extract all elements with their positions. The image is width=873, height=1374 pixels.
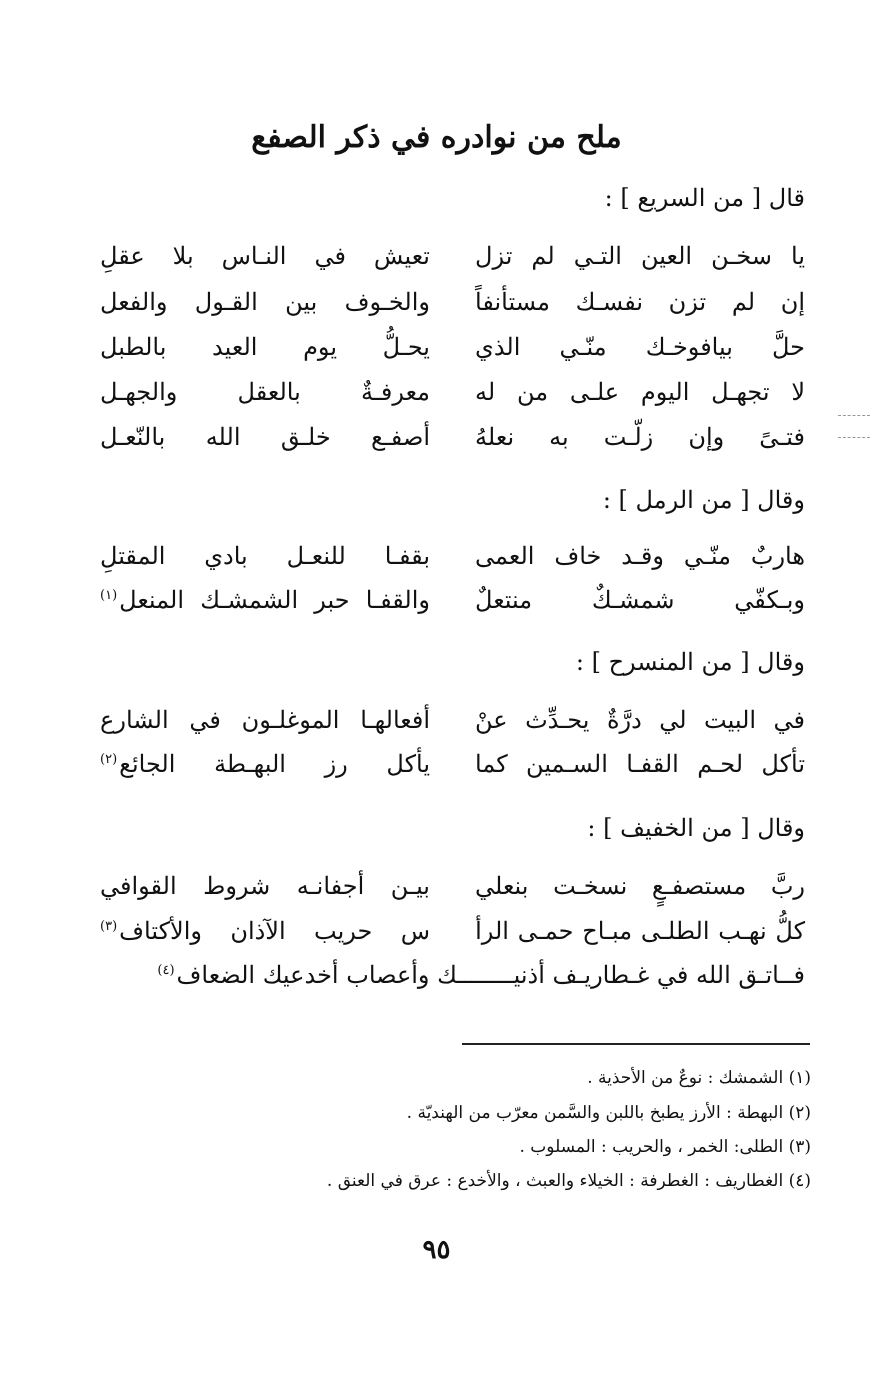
- second-hemistich: معرفـةٌ بالعقل والجهـل: [100, 378, 430, 406]
- verse-line: [100, 378, 805, 418]
- verse-line: [100, 750, 805, 790]
- first-hemistich: ربَّ مستصفـعٍ نسخـت بنعلي: [475, 872, 805, 900]
- first-hemistich: كلُّ نهـب الطلـى مبـاح حمـى الرأ: [475, 917, 805, 945]
- second-hemistich: أفعالهـا الموغلـون في الشارع: [100, 706, 430, 734]
- footnote-marker: (٢): [100, 752, 118, 767]
- footnote-marker: (٤): [157, 963, 175, 978]
- second-hemistich: س حريب الآذان والأكتاف$^{(٣)}$: [100, 917, 430, 945]
- second-hemistich: يحـلُّ يوم العيد بالطبل: [100, 333, 430, 361]
- section-intro: وقال [ من الخفيف ] :: [587, 814, 805, 842]
- footnote-marker: (٣): [100, 919, 118, 934]
- margin-mark: [838, 437, 870, 438]
- verse-line: [100, 917, 805, 957]
- section-intro: وقال [ من الرمل ] :: [602, 486, 805, 514]
- footnote-separator: [462, 1043, 810, 1045]
- footnote: (٢) البهطة : الأرز يطبخ باللبن والسَّمن معرّب من الهنديّة .: [406, 1103, 811, 1123]
- verse-line: [100, 288, 805, 328]
- second-hemistich: بقفـا للنعـل بادي المقتلِ: [100, 542, 430, 570]
- first-hemistich: تأكل لحـم القفـا السـمين كما: [475, 750, 805, 778]
- margin-mark: [838, 415, 870, 416]
- second-hemistich: يأكل رز البهـطة الجائع$^{(٢)}$: [100, 750, 430, 778]
- footnote: (٤) الغطاريف : الغطرفة : الخيلاء والعبث ، والأخدع : عرق في العنق .: [326, 1171, 811, 1191]
- first-hemistich: يا سخـن العين التـي لم تزل: [475, 242, 805, 270]
- verse-line: [100, 961, 805, 1001]
- first-hemistich: لا تجهـل اليوم علـى من له: [475, 378, 805, 406]
- first-hemistich: فتـىً وإن زلّـت به نعلهُ: [475, 423, 805, 451]
- footnote-marker: (١): [100, 588, 118, 603]
- verse-line: [100, 542, 805, 582]
- verse-line: [100, 706, 805, 746]
- section-intro: وقال [ من المنسرح ] :: [575, 648, 805, 676]
- second-hemistich: والقفـا حبر الشمشـك المنعل$^{(١)}$: [100, 586, 430, 614]
- first-hemistich: إن لم تزن نفسـك مستأنفاً: [475, 288, 805, 316]
- verse-line: [100, 423, 805, 463]
- continuous-verse: فــاتـق الله في غـطاريـف أذنيــــــــك وأعصاب أخدعيك الضعاف$^{(٤)}$: [157, 961, 805, 989]
- footnote: (٣) الطلى: الخمر ، والحريب : المسلوب .: [519, 1137, 811, 1157]
- verse-line: [100, 242, 805, 282]
- second-hemistich: أصفـع خلـق الله بالنّعـل: [100, 423, 430, 451]
- page-number: ٩٥: [422, 1235, 451, 1265]
- second-hemistich: والخـوف بين القـول والفعل: [100, 288, 430, 316]
- first-hemistich: حلَّ بيافوخـك منّـي الذي: [475, 333, 805, 361]
- section-intro: قال [ من السريع ] :: [604, 184, 805, 212]
- verse-line: [100, 872, 805, 912]
- first-hemistich: هاربٌ منّـي وقـد خاف العمى: [475, 542, 805, 570]
- verse-line: [100, 333, 805, 373]
- page-title: ملح من نوادره في ذكر الصفع: [251, 120, 622, 155]
- second-hemistich: بيـن أجفانـه شروط القوافي: [100, 872, 430, 900]
- first-hemistich: في البيت لي درَّةٌ يحـدِّث عنْ: [475, 706, 805, 734]
- second-hemistich: تعيش في النـاس بلا عقلِ: [100, 242, 430, 270]
- footnote: (١) الشمشك : نوعٌ من الأحذية .: [587, 1068, 811, 1088]
- verse-line: [100, 586, 805, 626]
- first-hemistich: وبـكفّي شمشـكٌ منتعلٌ: [475, 586, 805, 614]
